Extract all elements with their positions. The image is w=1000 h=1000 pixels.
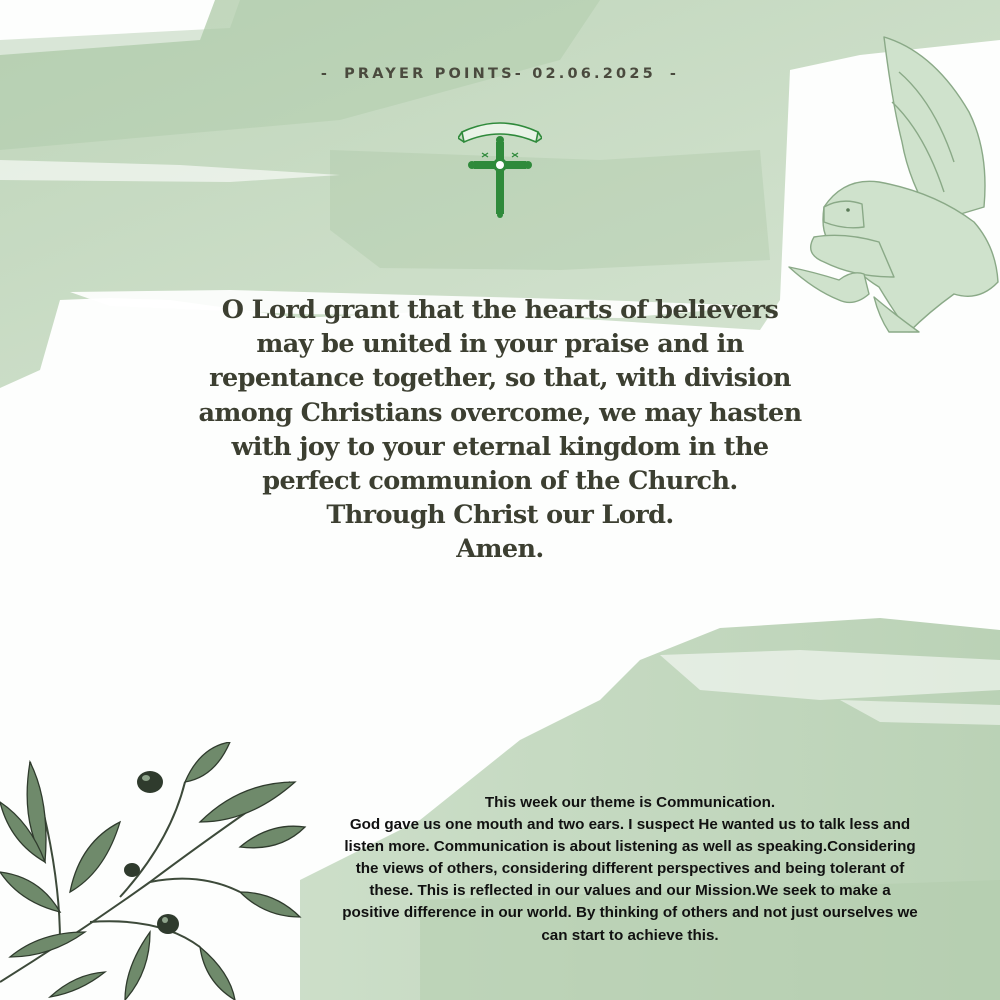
prayer-line: may be united in your praise and in bbox=[256, 329, 744, 360]
message-line: these. This is reflected in our values and our Mission.We seek to make a bbox=[369, 882, 891, 900]
cross-crest-icon bbox=[458, 118, 542, 218]
dove-icon bbox=[784, 32, 1000, 337]
title-dash-right: - bbox=[669, 66, 680, 82]
message-line: the views of others, considering different perspectives and being tolerant of bbox=[355, 860, 905, 878]
olive-branch-icon bbox=[0, 742, 310, 1000]
theme-message bbox=[280, 792, 980, 947]
prayer-line: Amen. bbox=[456, 534, 544, 565]
prayer-line: perfect communion of the Church. bbox=[262, 466, 738, 497]
prayer-line: Through Christ our Lord. bbox=[326, 500, 674, 531]
message-line: positive difference in our world. By thinking of others and not just ourselves we bbox=[342, 904, 918, 922]
message-line: This week our theme is Communication. bbox=[484, 794, 776, 811]
message-line: can start to achieve this. bbox=[541, 926, 719, 944]
title-text: PRAYER POINTS- 02.06.2025 bbox=[344, 66, 656, 82]
prayer-line: with joy to your eternal kingdom in the bbox=[231, 431, 769, 462]
prayer-line: among Christians overcome, we may hasten bbox=[198, 397, 802, 428]
title-dash-left: - bbox=[320, 66, 331, 82]
prayer-text bbox=[150, 293, 850, 567]
message-line: God gave us one mouth and two ears. I suspect He wanted us to talk less and bbox=[349, 816, 911, 834]
prayer-line: O Lord grant that the hearts of believers bbox=[221, 295, 779, 325]
message-line: listen more. Communication is about listening as well as speaking.Considering bbox=[344, 838, 916, 856]
prayer-line: repentance together, so that, with division bbox=[209, 363, 791, 394]
